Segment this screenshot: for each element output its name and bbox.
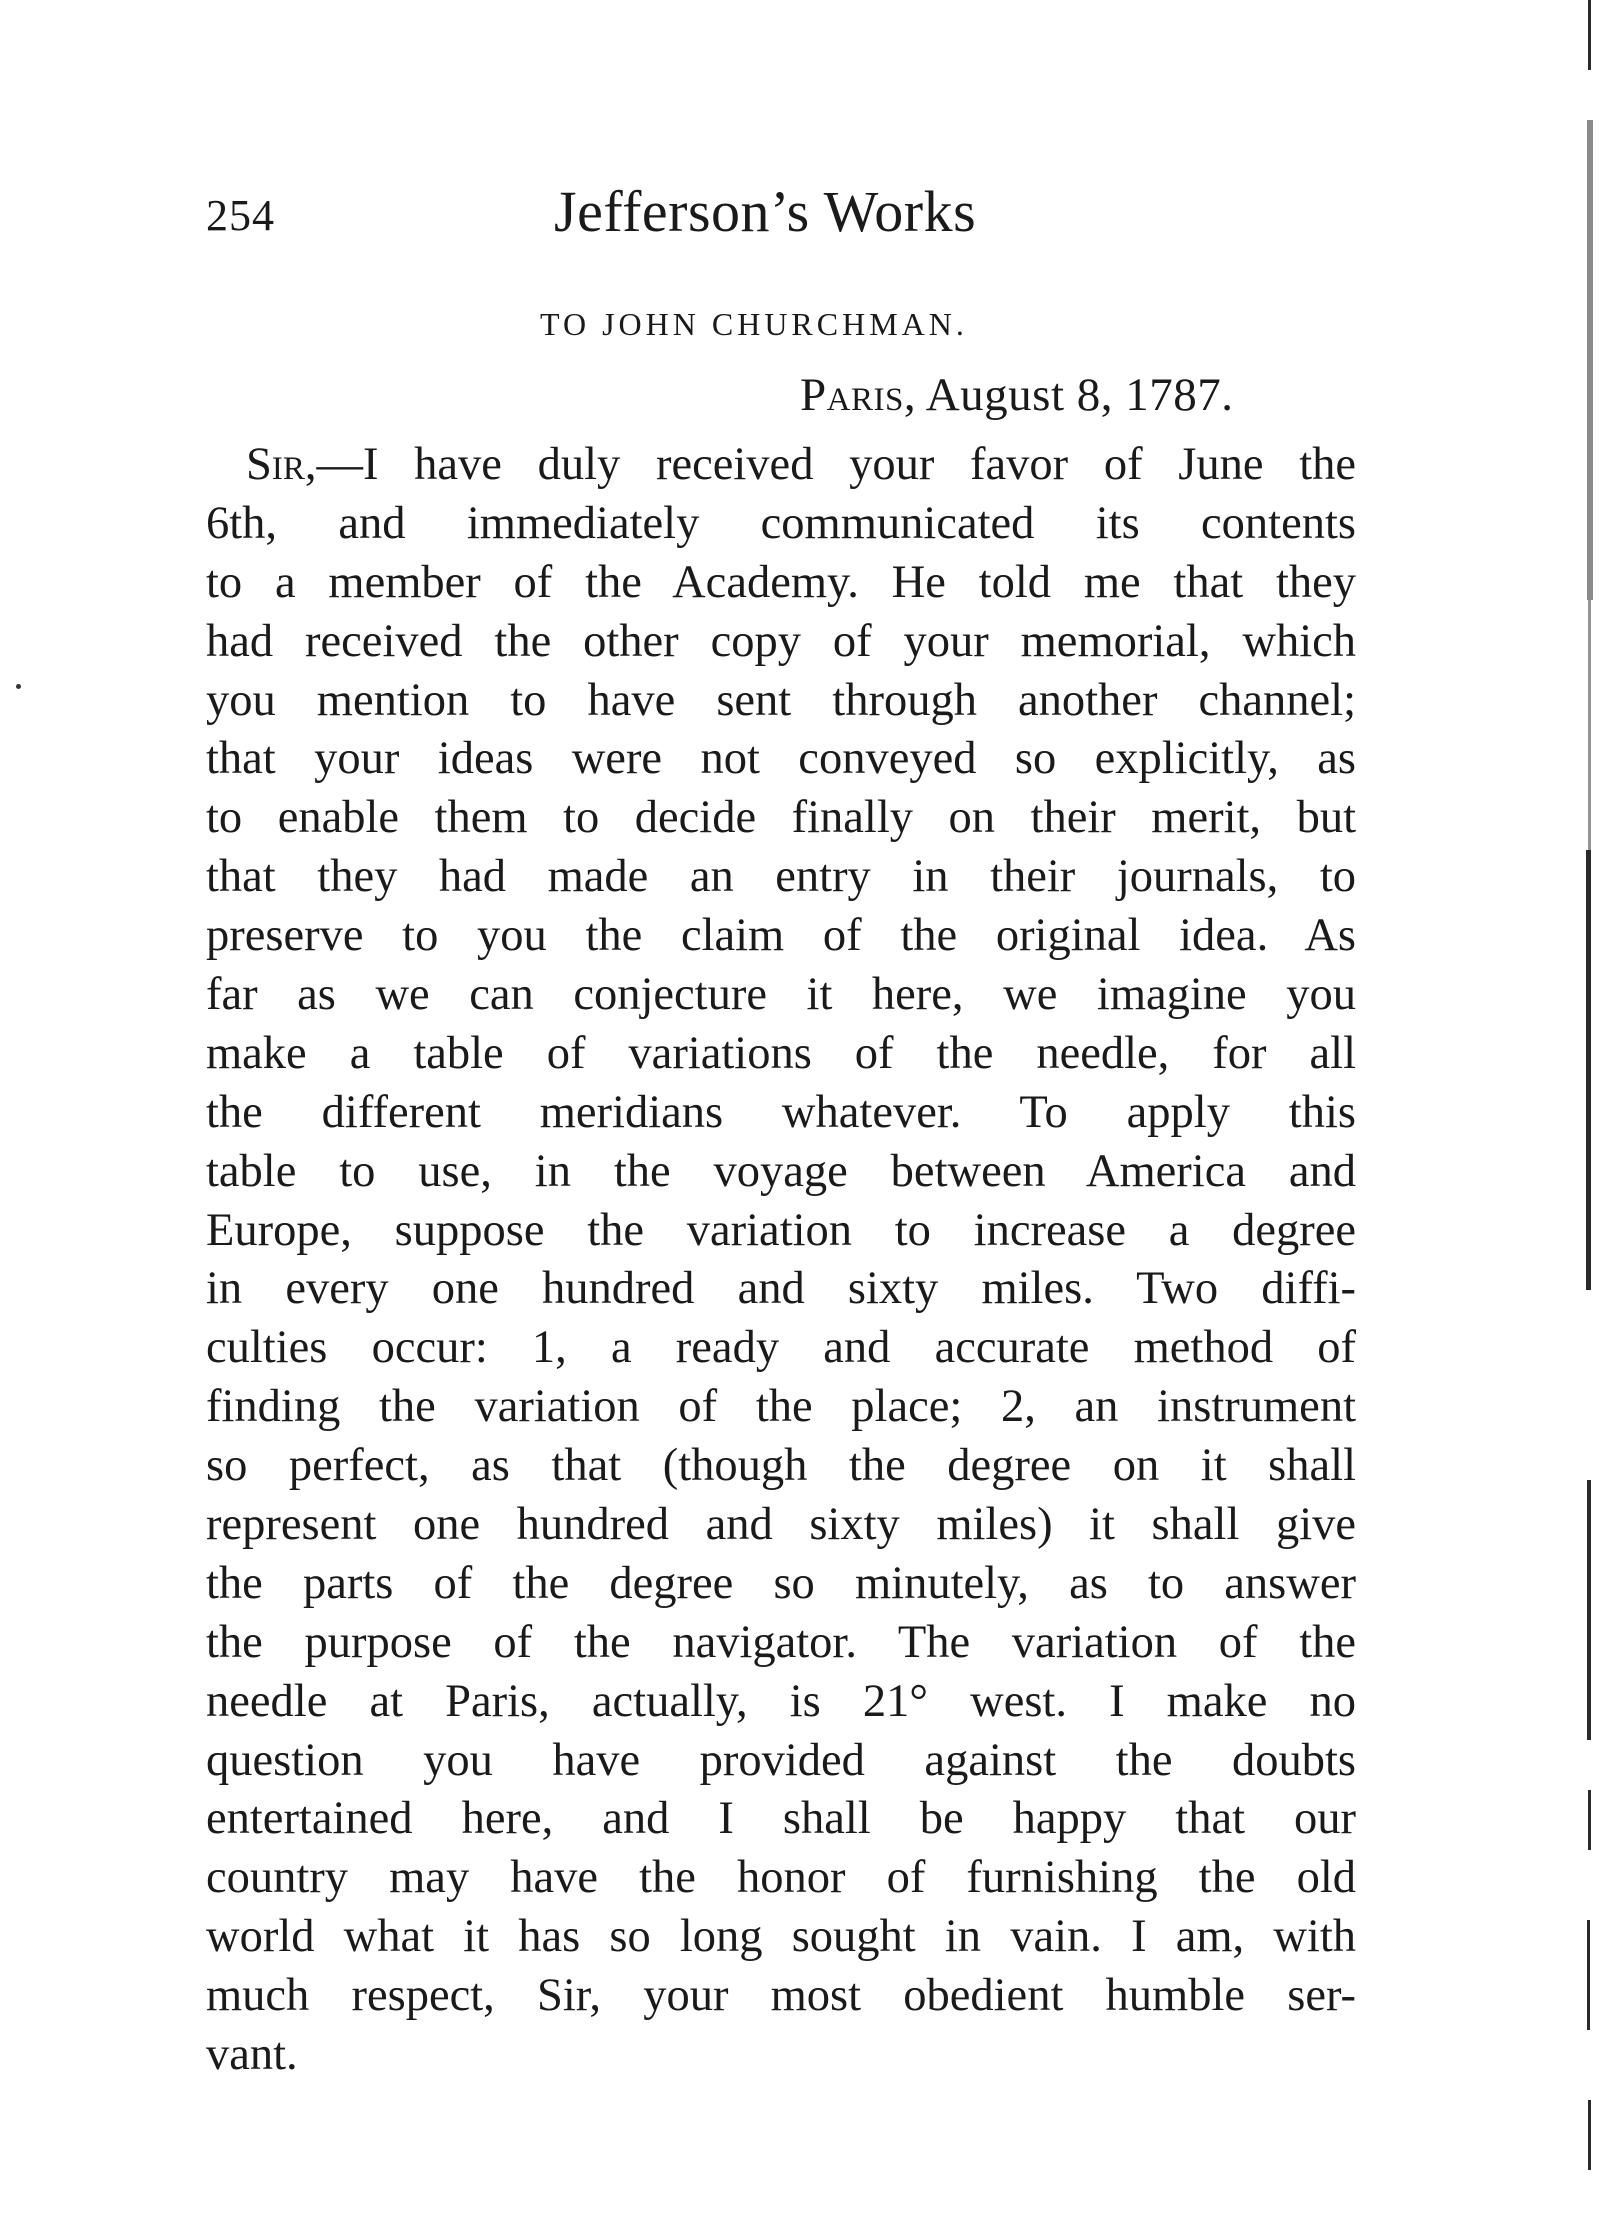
- scan-edge-mark: [1587, 120, 1593, 600]
- body-line: represent one hundred and sixty miles) it shall give: [206, 1499, 1356, 1551]
- body-line: preserve to you the claim of the original idea. As: [206, 910, 1356, 962]
- body-line: so perfect, as that (though the degree on it shall: [206, 1440, 1356, 1492]
- scan-edge-mark: [1588, 1790, 1591, 1850]
- body-line: the different meridians whatever. To apply this: [206, 1086, 1356, 1138]
- dateline-place: Paris: [800, 369, 904, 421]
- salutation: Sir: [246, 439, 305, 490]
- body-line: that your ideas were not conveyed so explicitly, as: [206, 733, 1356, 785]
- body-line: had received the other copy of your memorial, which: [206, 615, 1356, 667]
- body-line: the parts of the degree so minutely, as to answer: [206, 1557, 1356, 1609]
- body-line: that they had made an entry in their journals, to: [206, 851, 1356, 903]
- body-line: question you have provided against the doubts: [206, 1734, 1356, 1786]
- body-line: far as we can conjecture it here, we imagine you: [206, 969, 1356, 1021]
- body-line: Sir,—I have duly received your favor of June the: [246, 439, 1356, 490]
- body-line: in every one hundred and sixty miles. Two diffi-: [206, 1263, 1356, 1315]
- body-line: finding the variation of the place; 2, an instrument: [206, 1381, 1356, 1433]
- body-line: needle at Paris, actually, is 21° west. I make no: [206, 1675, 1356, 1727]
- scan-dust-speck: [16, 684, 21, 689]
- body-line: make a table of variations of the needle, for all: [206, 1027, 1356, 1079]
- scan-edge-mark: [1588, 0, 1591, 70]
- scan-edge-mark: [1587, 1480, 1591, 1740]
- page-number: 254: [206, 191, 275, 240]
- letter-heading: TO JOHN CHURCHMAN.: [540, 306, 968, 342]
- body-line: Europe, suppose the variation to increase a degree: [206, 1204, 1356, 1256]
- running-head: [206, 178, 1356, 258]
- scan-edge-mark: [1587, 1920, 1590, 2030]
- body-line: vant.: [206, 2029, 298, 2081]
- dateline-date: , August 8, 1787.: [903, 369, 1234, 421]
- body-line: country may have the honor of furnishing the old: [206, 1852, 1356, 1904]
- dateline: [800, 368, 1234, 422]
- body-line: to enable them to decide finally on their merit, but: [206, 792, 1356, 844]
- body-line: world what it has so long sought in vain. I am, with: [206, 1911, 1356, 1963]
- body-line: 6th, and immediately communicated its contents: [206, 497, 1356, 549]
- running-title: Jefferson’s Works: [554, 179, 977, 244]
- scan-edge-mark: [1588, 2100, 1591, 2170]
- scan-edge-mark: [1588, 600, 1591, 850]
- scan-edge-mark: [1586, 850, 1591, 1290]
- letter-body: [206, 436, 1356, 2085]
- body-line: you mention to have sent through another channel;: [206, 674, 1356, 726]
- body-line: entertained here, and I shall be happy that our: [206, 1793, 1356, 1845]
- body-line: much respect, Sir, your most obedient humble ser-: [206, 1970, 1356, 2022]
- body-line: table to use, in the voyage between America and: [206, 1145, 1356, 1197]
- body-line: culties occur: 1, a ready and accurate method of: [206, 1322, 1356, 1374]
- body-line: the purpose of the navigator. The variation of the: [206, 1616, 1356, 1668]
- body-line: to a member of the Academy. He told me that they: [206, 556, 1356, 608]
